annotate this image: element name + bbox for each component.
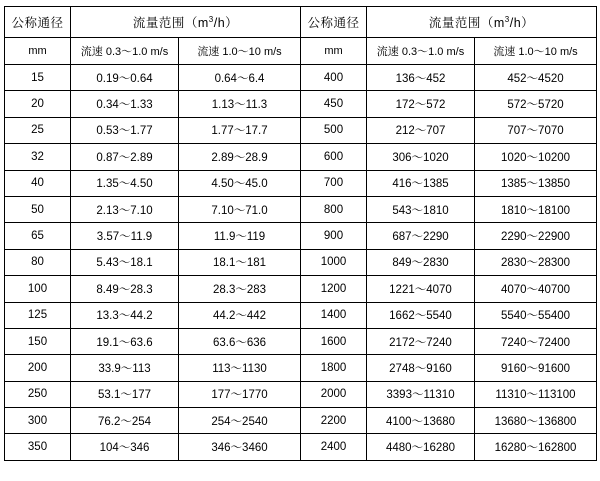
- flow-low-right-cell: 172～572: [367, 91, 475, 117]
- table-row: [5, 302, 597, 328]
- table-row: [5, 355, 597, 381]
- dn-right-cell: 600: [301, 144, 367, 170]
- flow-low-left-cell: 104～346: [71, 434, 179, 460]
- header-speed-high-right: 流速 1.0～10 m/s: [475, 38, 597, 65]
- flow-high-right-cell: 707～7070: [475, 117, 597, 143]
- flow-high-right-cell: 572～5720: [475, 91, 597, 117]
- dn-right-cell: 1000: [301, 249, 367, 275]
- flow-low-right-cell: 1221～4070: [367, 276, 475, 302]
- flow-low-left-cell: 1.35～4.50: [71, 170, 179, 196]
- header-range-left-tail: /h）: [213, 16, 239, 30]
- dn-right-cell: 1400: [301, 302, 367, 328]
- header-range-left: [71, 7, 301, 38]
- header-unit-right: mm: [301, 38, 367, 65]
- dn-left-cell: 40: [5, 170, 71, 196]
- flow-low-left-cell: 76.2～254: [71, 408, 179, 434]
- header-range-left-sup: 3: [208, 14, 214, 24]
- dn-left-cell: 200: [5, 355, 71, 381]
- flow-low-left-cell: 0.87～2.89: [71, 144, 179, 170]
- dn-right-cell: 2200: [301, 408, 367, 434]
- flow-low-left-cell: 0.19～0.64: [71, 65, 179, 91]
- table-row: [5, 328, 597, 354]
- flow-low-left-cell: 13.3～44.2: [71, 302, 179, 328]
- dn-left-cell: 100: [5, 276, 71, 302]
- flow-high-right-cell: 7240～72400: [475, 328, 597, 354]
- table-row: [5, 196, 597, 222]
- flow-high-left-cell: 7.10～71.0: [179, 196, 301, 222]
- dn-left-cell: 125: [5, 302, 71, 328]
- flow-low-left-cell: 0.53～1.77: [71, 117, 179, 143]
- flow-low-left-cell: 0.34～1.33: [71, 91, 179, 117]
- flow-high-right-cell: 16280～162800: [475, 434, 597, 460]
- flow-low-right-cell: 4100～13680: [367, 408, 475, 434]
- flow-low-left-cell: 8.49～28.3: [71, 276, 179, 302]
- flow-high-left-cell: 2.89～28.9: [179, 144, 301, 170]
- flow-low-left-cell: 53.1～177: [71, 381, 179, 407]
- flow-low-right-cell: 212～707: [367, 117, 475, 143]
- table-row: [5, 381, 597, 407]
- table-header-sub-row: [5, 38, 597, 65]
- table-row: [5, 65, 597, 91]
- flow-high-left-cell: 1.13～11.3: [179, 91, 301, 117]
- flow-high-right-cell: 1385～13850: [475, 170, 597, 196]
- flow-low-right-cell: 306～1020: [367, 144, 475, 170]
- header-range-right-text: 流量范围（m: [428, 16, 505, 30]
- flow-high-right-cell: 5540～55400: [475, 302, 597, 328]
- dn-right-cell: 2000: [301, 381, 367, 407]
- flow-low-right-cell: 543～1810: [367, 196, 475, 222]
- header-speed-low-right: 流速 0.3～1.0 m/s: [367, 38, 475, 65]
- dn-left-cell: 15: [5, 65, 71, 91]
- flow-low-right-cell: 136～452: [367, 65, 475, 91]
- flow-high-right-cell: 2830～28300: [475, 249, 597, 275]
- table-row: [5, 434, 597, 460]
- table-row: [5, 223, 597, 249]
- flow-high-left-cell: 113～1130: [179, 355, 301, 381]
- header-range-left-text: 流量范围（m: [132, 16, 209, 30]
- table-row: [5, 170, 597, 196]
- flow-high-left-cell: 0.64～6.4: [179, 65, 301, 91]
- dn-left-cell: 32: [5, 144, 71, 170]
- flow-low-right-cell: 3393～11310: [367, 381, 475, 407]
- flow-low-left-cell: 33.9～113: [71, 355, 179, 381]
- table-row: [5, 117, 597, 143]
- dn-right-cell: 2400: [301, 434, 367, 460]
- header-speed-high-left: 流速 1.0～10 m/s: [179, 38, 301, 65]
- flow-high-left-cell: 63.6～636: [179, 328, 301, 354]
- table-row: [5, 276, 597, 302]
- flow-low-right-cell: 2748～9160: [367, 355, 475, 381]
- flow-low-right-cell: 849～2830: [367, 249, 475, 275]
- flow-high-right-cell: 4070～40700: [475, 276, 597, 302]
- table-row: [5, 144, 597, 170]
- flow-high-left-cell: 44.2～442: [179, 302, 301, 328]
- table-row: [5, 408, 597, 434]
- table-row: [5, 91, 597, 117]
- header-dn-right: 公称通径: [301, 7, 367, 38]
- flow-low-right-cell: 1662～5540: [367, 302, 475, 328]
- dn-right-cell: 900: [301, 223, 367, 249]
- table-row: [5, 249, 597, 275]
- dn-left-cell: 25: [5, 117, 71, 143]
- header-range-right-tail: /h）: [509, 16, 535, 30]
- flow-high-left-cell: 1.77～17.7: [179, 117, 301, 143]
- flow-high-right-cell: 13680～136800: [475, 408, 597, 434]
- flow-high-left-cell: 11.9～119: [179, 223, 301, 249]
- header-range-right-sup: 3: [504, 14, 510, 24]
- flow-high-left-cell: 4.50～45.0: [179, 170, 301, 196]
- dn-right-cell: 1200: [301, 276, 367, 302]
- flow-low-right-cell: 416～1385: [367, 170, 475, 196]
- header-range-right: [367, 7, 597, 38]
- flow-low-left-cell: 2.13～7.10: [71, 196, 179, 222]
- dn-left-cell: 80: [5, 249, 71, 275]
- dn-left-cell: 350: [5, 434, 71, 460]
- dn-left-cell: 300: [5, 408, 71, 434]
- dn-right-cell: 1600: [301, 328, 367, 354]
- flow-range-table: [4, 6, 597, 461]
- flow-high-left-cell: 28.3～283: [179, 276, 301, 302]
- dn-right-cell: 500: [301, 117, 367, 143]
- flow-high-right-cell: 1020～10200: [475, 144, 597, 170]
- dn-left-cell: 65: [5, 223, 71, 249]
- flow-low-right-cell: 2172～7240: [367, 328, 475, 354]
- flow-low-left-cell: 5.43～18.1: [71, 249, 179, 275]
- flow-low-left-cell: 3.57～11.9: [71, 223, 179, 249]
- dn-left-cell: 50: [5, 196, 71, 222]
- flow-low-right-cell: 4480～16280: [367, 434, 475, 460]
- dn-left-cell: 250: [5, 381, 71, 407]
- header-speed-low-left: 流速 0.3～1.0 m/s: [71, 38, 179, 65]
- dn-right-cell: 800: [301, 196, 367, 222]
- flow-high-left-cell: 346～3460: [179, 434, 301, 460]
- dn-right-cell: 450: [301, 91, 367, 117]
- dn-left-cell: 150: [5, 328, 71, 354]
- flow-low-left-cell: 19.1～63.6: [71, 328, 179, 354]
- flow-high-left-cell: 254～2540: [179, 408, 301, 434]
- flow-low-right-cell: 687～2290: [367, 223, 475, 249]
- flow-high-left-cell: 177～1770: [179, 381, 301, 407]
- dn-left-cell: 20: [5, 91, 71, 117]
- flow-high-left-cell: 18.1～181: [179, 249, 301, 275]
- dn-right-cell: 400: [301, 65, 367, 91]
- flow-high-right-cell: 11310～113100: [475, 381, 597, 407]
- flow-high-right-cell: 1810～18100: [475, 196, 597, 222]
- flow-high-right-cell: 2290～22900: [475, 223, 597, 249]
- flow-high-right-cell: 9160～91600: [475, 355, 597, 381]
- dn-right-cell: 1800: [301, 355, 367, 381]
- header-unit-left: mm: [5, 38, 71, 65]
- dn-right-cell: 700: [301, 170, 367, 196]
- flow-high-right-cell: 452～4520: [475, 65, 597, 91]
- table-header-main-row: [5, 7, 597, 38]
- header-dn-left: 公称通径: [5, 7, 71, 38]
